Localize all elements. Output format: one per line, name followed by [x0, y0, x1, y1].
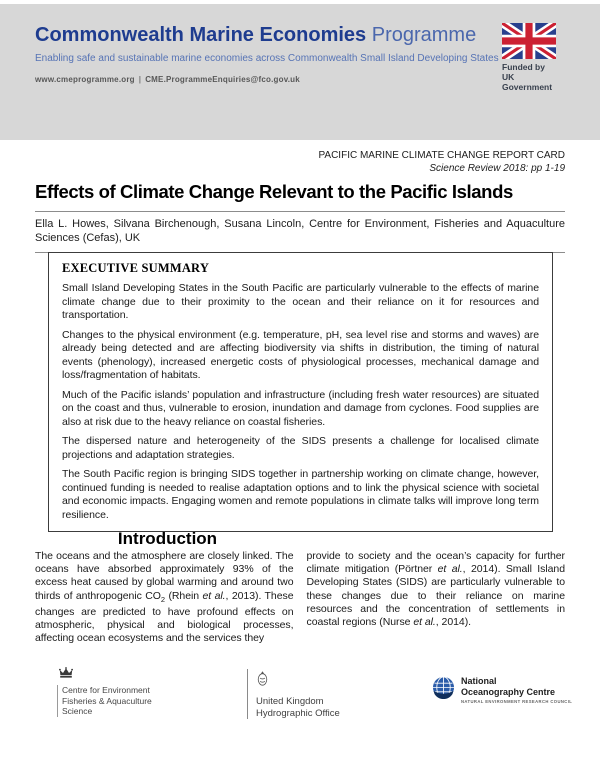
- review-citation: Science Review 2018: pp 1-19: [429, 162, 565, 174]
- noc-tagline: NATURAL ENVIRONMENT RESEARCH COUNCIL: [461, 699, 573, 704]
- contact-separator: |: [138, 75, 142, 84]
- noc-label-line-2: Oceanography Centre: [461, 686, 556, 697]
- noc-label-line-1: National: [461, 676, 497, 686]
- executive-summary-box: [48, 252, 553, 532]
- ukho-label-line-1: United Kingdom: [256, 696, 324, 707]
- executive-summary-paragraph-4: The dispersed nature and heterogeneity of the SIDS presents a challenge for localised climate projections and adaptation strategies.: [62, 435, 539, 461]
- cefas-logo: [57, 667, 152, 717]
- crown-icon: [59, 667, 73, 678]
- executive-summary-paragraph-2: Changes to the physical environment (e.g. temperature, pH, sea level rise and storms and waves) are already being detected and are affecting biodiversity via shifts in distribution, the timing of natural events (phenology), increased energetic costs of physiological processes, mechanical damage and loss/fragmentation of habitats.: [62, 328, 539, 381]
- cefas-label-line-1: Centre for Environment: [62, 685, 150, 695]
- cefas-label-line-3: Science: [62, 706, 93, 716]
- uk-flag-icon: [502, 23, 556, 59]
- intro-column-right: provide to society and the ocean’s capacity for further climate mitigation (Pörtner et al., 2014). Small Island Developing States (SIDS) are particularly vulnerable to these changes due to their reliance on marine resources and the concentration of settlements in coastal regions (Nurse et al., 2014).: [306, 550, 565, 629]
- crest-icon: [256, 669, 269, 688]
- executive-summary-paragraph-1: Small Island Developing States in the South Pacific are particularly vulnerable to the effects of marine climate change due to their proximity to the ocean and their reliance on it for resources and transportation.: [62, 282, 539, 321]
- header-band: [0, 4, 600, 140]
- funded-by-label: Funded by UK Government: [502, 62, 553, 93]
- masthead: [35, 150, 565, 253]
- contact-line: [35, 75, 480, 84]
- executive-summary-paragraph-5: The South Pacific region is bringing SIDS together in partnership working on climate change, however, continued funding is needed to realise adaptation options and to link the physical science with societal and economic impacts. Engaging women and remote populations in climate talks will improve long term resilience.: [62, 468, 539, 521]
- divider-rule-top: [35, 211, 565, 212]
- authors-line: Ella L. Howes, Silvana Birchenough, Susana Lincoln, Centre for Environment, Fisheries and Aquaculture Sciences (Cefas), UK: [35, 218, 565, 244]
- brand-title: [35, 24, 480, 46]
- series-title: PACIFIC MARINE CLIMATE CHANGE REPORT CARD: [318, 150, 565, 161]
- intro-column-left: The oceans and the atmosphere are closely linked. The oceans have absorbed approximately 93% of the excess heat caused by global warming and around two thirds of anthropogenic $CO_2$ (Rhein et al., 2013). These changes are predicted to have profound effects on atmospheric, physical and biological processes, affecting ocean ecosystems and the services they: [35, 550, 294, 645]
- executive-summary-heading: EXECUTIVE SUMMARY: [62, 261, 210, 275]
- ukho-label-line-2: Hydrographic Office: [256, 707, 340, 719]
- brand-title-light: Programme: [371, 24, 477, 46]
- ukho-logo: [247, 669, 340, 719]
- noc-logo: [432, 676, 572, 704]
- brand-subtitle: Enabling safe and sustainable marine economies across Commonwealth Small Island Developing States: [35, 53, 499, 64]
- executive-summary-paragraph-3: Much of the Pacific islands’ population and infrastructure (including fresh water resources) are situated on the coast and thus, vulnerable to erosion, inundation and damage from cyclones. Food supplies are also at risk due to the heavy reliance on coastal fisheries.: [62, 388, 539, 428]
- website-link[interactable]: www.cmeprogramme.org: [35, 75, 135, 84]
- uk-government-logo: [502, 23, 558, 93]
- globe-icon: [432, 676, 455, 699]
- brand-title-bold: Commonwealth Marine Economies: [35, 24, 367, 46]
- email-link[interactable]: CME.ProgrammeEnquiries@fco.gov.uk: [145, 75, 300, 84]
- cefas-label-line-2: Fisheries & Aquaculture: [62, 695, 152, 706]
- introduction-heading: Introduction: [117, 529, 218, 548]
- introduction-section: [35, 529, 565, 646]
- document-title: Effects of Climate Change Relevant to the Pacific Islands: [35, 181, 513, 202]
